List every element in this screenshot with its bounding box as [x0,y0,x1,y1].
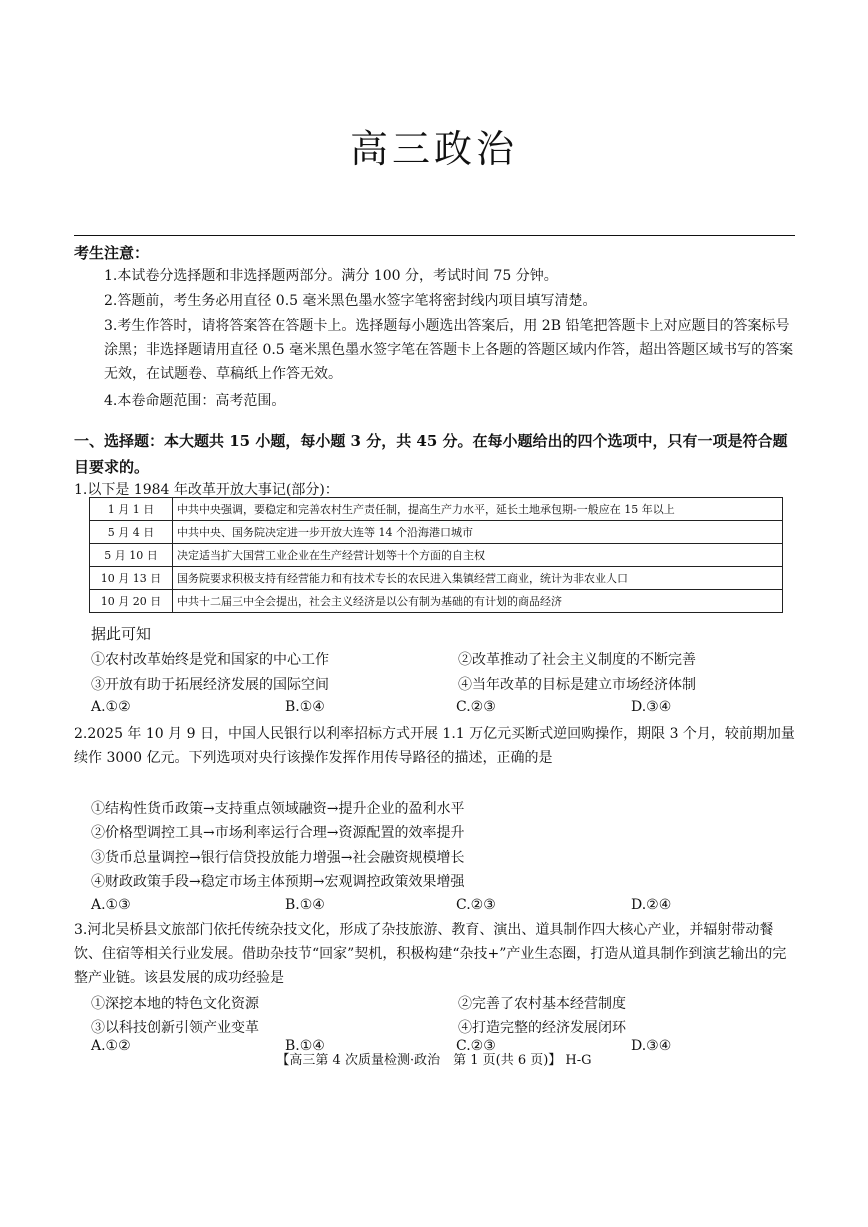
table-cell-event: 中共十二届三中全会提出，社会主义经济是以公有制为基础的有计划的商品经济 [173,590,783,613]
header-divider [74,235,795,236]
table-row [90,590,783,613]
question-3-answer-d: D.③④ [631,1038,672,1054]
notice-item-1: 1.本试卷分选择题和非选择题两部分。满分 100 分，考试时间 75 分钟。 [104,268,558,284]
question-3-option-2: ②完善了农村基本经营制度 [458,996,626,1012]
notice-item-3: 3.考生作答时，请将答案答在答题卡上。选择题每小题选出答案后，用 2B 铅笔把答题卡上对应题目的答案标号涂黑；非选择题请用直径 0.5 毫米黑色墨水签字笔在答题卡上各题的答题区域内作答，超出答题区域书写的答案无效，在试题卷、草稿纸上作答无效。 [104,318,794,382]
table-cell-date: 1 月 1 日 [90,498,173,521]
question-2-answer-d: D.②④ [631,897,672,913]
question-1-answer-d: D.③④ [631,699,672,715]
section-heading-choice: 一、选择题：本大题共 15 小题，每小题 3 分，共 45 分。在每小题给出的四个选项中，只有一项是符合题目要求的。 [74,432,788,476]
table-cell-date: 10 月 20 日 [90,590,173,613]
question-2-stem: 2.2025 年 10 月 9 日，中国人民银行以利率招标方式开展 1.1 万亿元买断式逆回购操作，期限 3 个月，较前期加量续作 3000 亿元。下列选项对央行该操作发挥作用传导路径的描述，正确的是 [74,726,795,766]
question-1-answer-b: B.①④ [285,699,325,715]
table-row [90,567,783,590]
question-3-stem: 3.河北吴桥县文旅部门依托传统杂技文化，形成了杂技旅游、教育、演出、道具制作四大核心产业，并辐射带动餐饮、住宿等相关行业发展。借助杂技节“回家”契机，积极构建“杂技+”产业生态圈，打造从道具制作到演艺输出的完整产业链。该县发展的成功经验是 [74,922,787,986]
table-cell-date: 5 月 4 日 [90,521,173,544]
table-cell-event: 中共中央强调，要稳定和完善农村生产责任制，提高生产力水平，延长土地承包期-一般应在 15 年以上 [173,498,783,521]
question-3-option-3: ③以科技创新引领产业变革 [91,1020,259,1036]
table-cell-event: 决定适当扩大国营工业企业在生产经营计划等十个方面的自主权 [173,544,783,567]
question-3-option-1: ①深挖本地的特色文化资源 [91,996,259,1012]
question-2-answer-b: B.①④ [285,897,325,913]
question-2-option-1: ①结构性货币政策→支持重点领域融资→提升企业的盈利水平 [91,801,465,817]
table-row [90,521,783,544]
question-1-answer-a: A.①② [91,699,131,715]
table-row [90,544,783,567]
question-3-answer-c: C.②③ [456,1038,496,1054]
question-3-answer-a: A.①② [91,1038,131,1054]
question-2-option-3: ③货币总量调控→银行信贷投放能力增强→社会融资规模增长 [91,850,465,866]
table-cell-date: 5 月 10 日 [90,544,173,567]
question-1-option-4: ④当年改革的目标是建立市场经济体制 [458,677,696,693]
question-1-prompt: 据此可知 [91,625,152,643]
question-2-answer-a: A.①③ [91,897,131,913]
table-cell-event: 中共中央、国务院决定进一步开放大连等 14 个沿海港口城市 [173,521,783,544]
question-2-option-4: ④财政政策手段→稳定市场主体预期→宏观调控政策效果增强 [91,874,465,890]
table-cell-date: 10 月 13 日 [90,567,173,590]
question-1-option-3: ③开放有助于拓展经济发展的国际空间 [91,677,329,693]
question-1-answer-c: C.②③ [456,699,496,715]
table-row [90,498,783,521]
question-3-answer-b: B.①④ [285,1038,325,1054]
notice-item-2: 2.答题前，考生务必用直径 0.5 毫米黑色墨水签字笔将密封线内项目填写清楚。 [104,293,597,309]
page-title: 高三政治 [349,127,518,171]
table-cell-event: 国务院要求积极支持有经营能力和有技术专长的农民进入集镇经营工商业，统计为非农业人口 [173,567,783,590]
question-1-option-2: ②改革推动了社会主义制度的不断完善 [458,652,696,668]
page-footer: 【高三第 4 次质量检测·政治 第 1 页(共 6 页)】 H-G [276,1053,592,1068]
events-table [89,497,783,613]
question-2-option-2: ②价格型调控工具→市场利率运行合理→资源配置的效率提升 [91,825,465,841]
question-1-stem: 1.以下是 1984 年改革开放大事记(部分)： [74,482,339,498]
notice-item-4: 4.本卷命题范围：高考范围。 [104,393,286,409]
question-1-option-1: ①农村改革始终是党和国家的中心工作 [91,652,329,668]
question-3-option-4: ④打造完整的经济发展闭环 [458,1020,626,1036]
question-2-answer-c: C.②③ [456,897,496,913]
notice-heading: 考生注意： [74,244,150,262]
